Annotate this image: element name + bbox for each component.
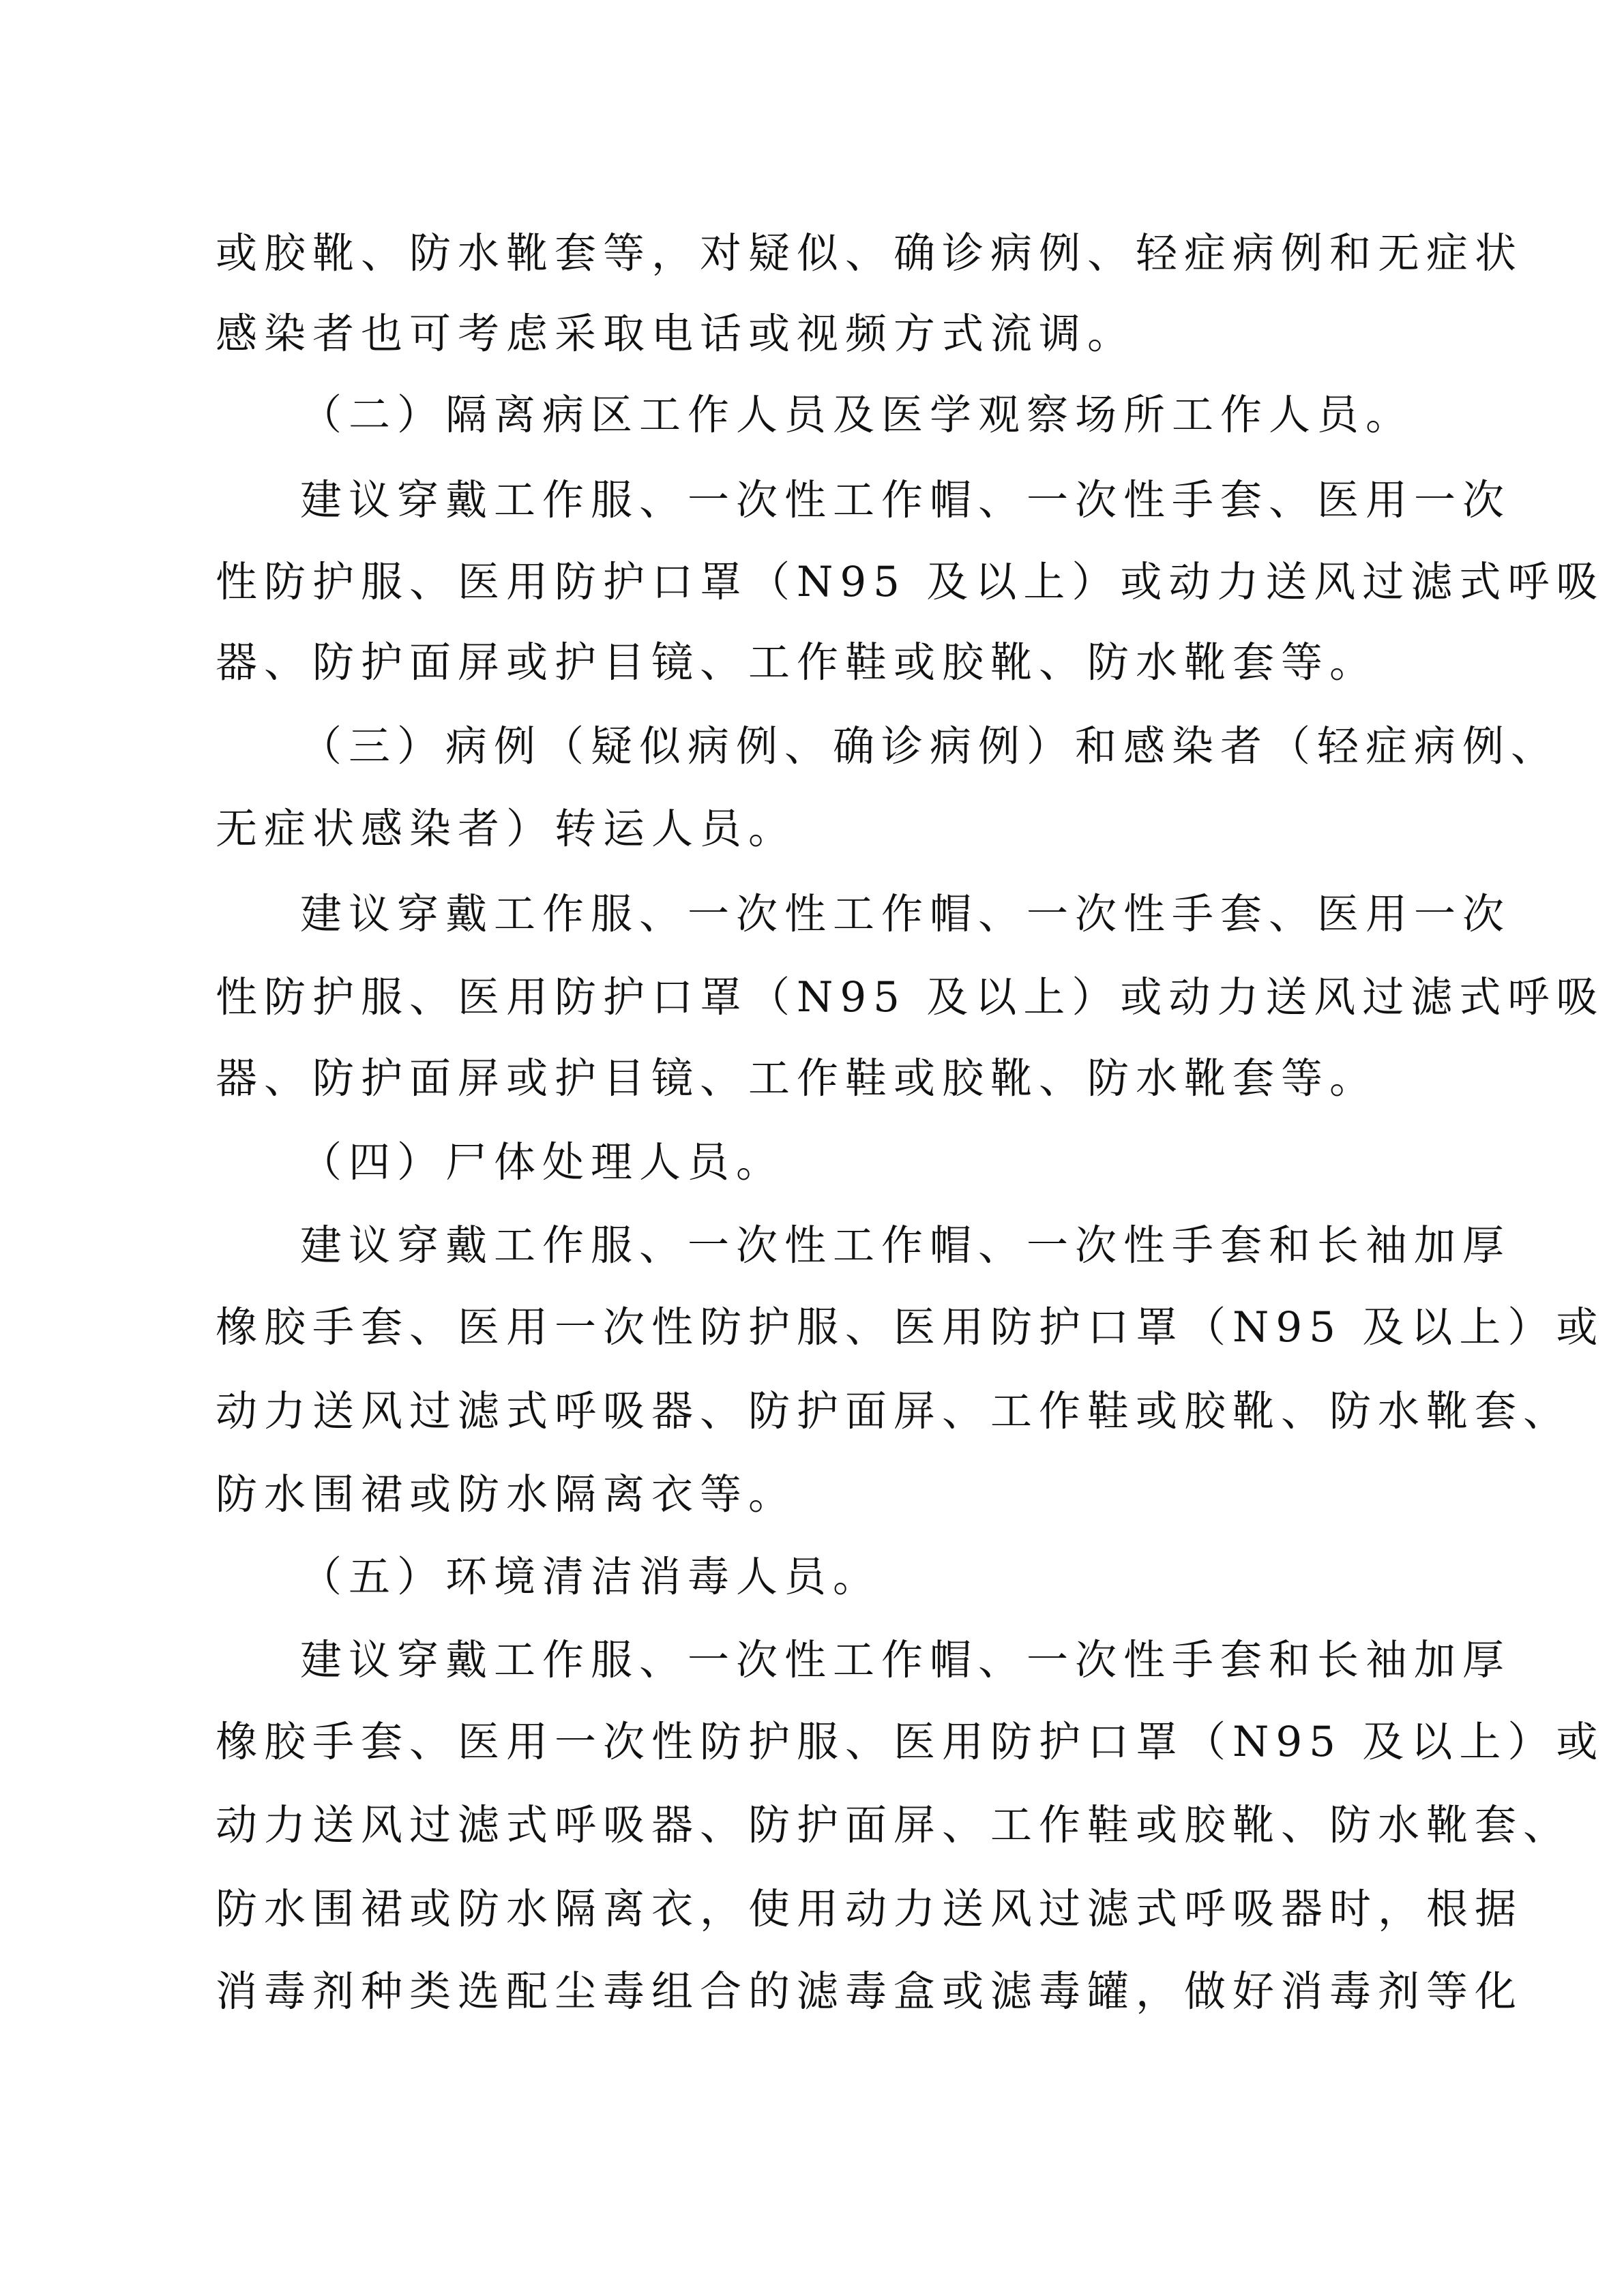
text-line: 性防护服、医用防护口罩（N95 及以上）或动力送风过滤式呼吸 [216,973,1605,1022]
section-heading: （二）隔离病区工作人员及医学观察场所工作人员。 [300,391,1415,439]
text-line: 防水围裙或防水隔离衣，使用动力送风过滤式呼吸器时，根据 [216,1885,1524,1933]
text-line: 器、防护面屏或护目镜、工作鞋或胶靴、防水靴套等。 [216,1054,1378,1103]
text-line: 橡胶手套、医用一次性防护服、医用防护口罩（N95 及以上）或 [216,1718,1605,1766]
text-line: 防水围裙或防水隔离衣等。 [216,1470,797,1519]
text-line: 橡胶手套、医用一次性防护服、医用防护口罩（N95 及以上）或 [216,1303,1605,1352]
text-line: 性防护服、医用防护口罩（N95 及以上）或动力送风过滤式呼吸 [216,558,1605,606]
text-line: 或胶靴、防水靴套等，对疑似、确诊病例、轻症病例和无症状 [216,229,1524,278]
text-line: 建议穿戴工作服、一次性工作帽、一次性手套、医用一次 [300,476,1511,524]
text-line: 感染者也可考虑采取电话或视频方式流调。 [216,310,1136,358]
section-heading: （五）环境清洁消毒人员。 [300,1553,882,1601]
text-line: 建议穿戴工作服、一次性工作帽、一次性手套和长袖加厚 [300,1221,1511,1270]
text-line: 动力送风过滤式呼吸器、防护面屏、工作鞋或胶靴、防水靴套、 [216,1387,1572,1435]
text-line: 器、防护面屏或护目镜、工作鞋或胶靴、防水靴套等。 [216,638,1378,687]
text-line: 建议穿戴工作服、一次性工作帽、一次性手套、医用一次 [300,890,1511,938]
text-line: 建议穿戴工作服、一次性工作帽、一次性手套和长袖加厚 [300,1636,1511,1684]
section-heading: （三）病例（疑似病例、确诊病例）和感染者（轻症病例、 [300,722,1560,771]
text-line: 动力送风过滤式呼吸器、防护面屏、工作鞋或胶靴、防水靴套、 [216,1801,1572,1849]
section-heading-cont: 无症状感染者）转运人员。 [216,805,797,853]
text-line: 消毒剂种类选配尘毒组合的滤毒盒或滤毒罐，做好消毒剂等化 [216,1967,1524,2016]
section-heading: （四）尸体处理人员。 [300,1138,785,1187]
